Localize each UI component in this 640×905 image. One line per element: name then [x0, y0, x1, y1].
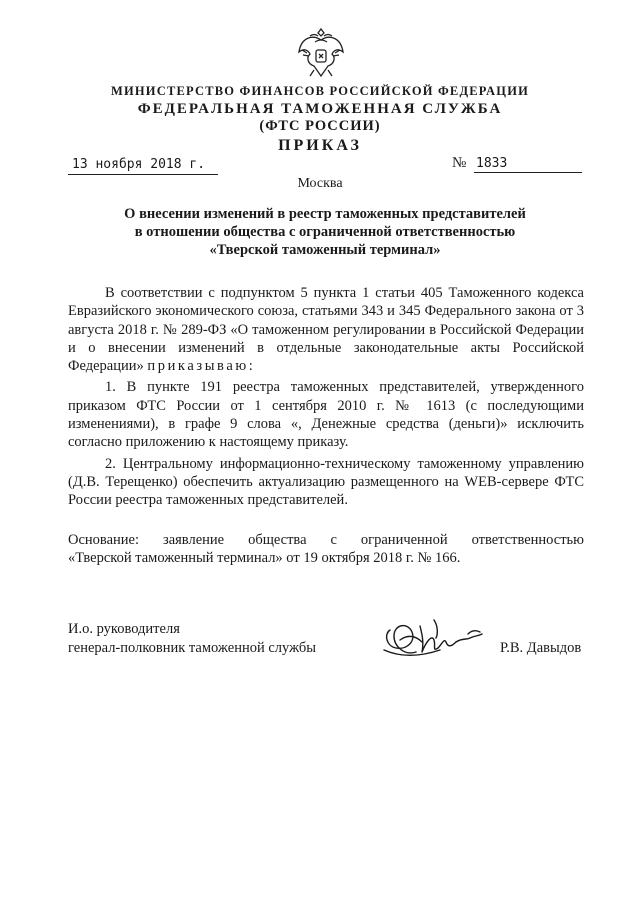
city: Москва: [297, 176, 343, 191]
ministry-name: МИНИСТЕРСТВО ФИНАНСОВ РОССИЙСКОЙ ФЕДЕРАЦИИ: [110, 84, 530, 98]
service-name: ФЕДЕРАЛЬНАЯ ТАМОЖЕННАЯ СЛУЖБА: [137, 101, 503, 117]
intro-paragraph: [68, 284, 584, 375]
handwritten-signature: [382, 612, 494, 664]
basis-line-2: «Тверской таможенный терминал» от 19 октября 2018 г. № 166.: [68, 550, 461, 566]
number-sign: №: [452, 155, 467, 171]
order-word: приказываю:: [147, 358, 256, 375]
document-body: [68, 284, 584, 510]
signer-name: Р.В. Давыдов: [500, 640, 582, 656]
signer-rank: генерал-полковник таможенной службы: [68, 640, 317, 656]
order-number: 1833: [476, 156, 508, 171]
basis-line-1: Основание: заявление общества с ограниченной ответственностью: [68, 532, 584, 548]
document-title: [110, 205, 540, 259]
title-line: «Тверской таможенный терминал»: [209, 242, 441, 258]
signer-position: И.о. руководителя: [68, 621, 180, 637]
title-line: О внесении изменений в реестр таможенных представителей: [124, 206, 526, 222]
title-line: в отношении общества с ограниченной ответственностью: [134, 224, 516, 240]
intro-text: В соответствии с подпунктом 5 пункта 1 статьи 405 Таможенного кодекса Евразийского экономического союза, статьями 343 и 345 Федерального закона от 3 августа 2018 г. № 289-ФЗ «О таможенном регулировании в Российской Федерации и о внесении изменений в отдельные законодательные акты Российской Федерации»: [68, 285, 584, 375]
item-2: 2. Центральному информационно-техническому таможенному управлению (Д.В. Терещенко) обеспечить актуализацию размещенного на WEB-сервере ФТС России реестра таможенных представителей.: [68, 455, 584, 509]
coat-of-arms-icon: [296, 26, 346, 82]
date-underline: [68, 174, 218, 175]
item-1: 1. В пункте 191 реестра таможенных представителей, утвержденного приказом ФТС России от 1 сентября 2010 г. № 1613 (с последующими изменениями), в графе 9 слова «, Денежные средства (деньги)» исключить согласно приложению к настоящему приказу.: [68, 379, 584, 451]
document-type: ПРИКАЗ: [278, 137, 362, 154]
number-underline: [474, 172, 582, 173]
service-short-name: (ФТС РОССИИ): [259, 118, 381, 134]
order-date: 13 ноября 2018 г.: [72, 157, 206, 172]
